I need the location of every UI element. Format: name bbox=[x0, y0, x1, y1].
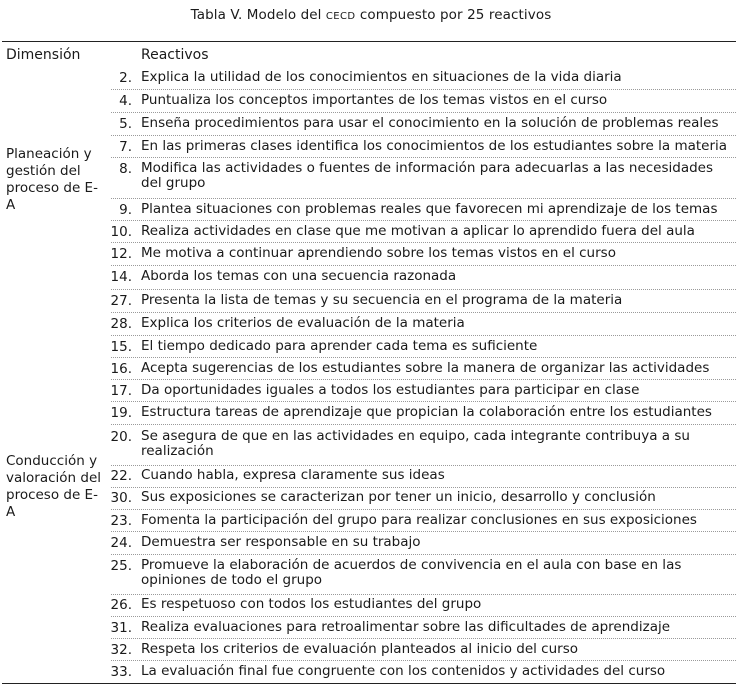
item-text: Da oportunidades iguales a todos los estudiantes para participar en clase bbox=[141, 382, 640, 398]
item-number: 30. bbox=[110, 490, 132, 506]
item-text: Explica la utilidad de los conocimientos en situaciones de la vida diaria bbox=[141, 69, 622, 85]
item-text: Sus exposiciones se caracterizan por tener un inicio, desarrollo y conclusión bbox=[141, 489, 656, 505]
item-number: 26. bbox=[110, 597, 132, 613]
row-separator bbox=[111, 265, 736, 266]
item-text: Respeta los criterios de evaluación planteados al inicio del curso bbox=[141, 641, 578, 657]
item-text: Fomenta la participación del grupo para realizar conclusiones en sus exposiciones bbox=[141, 512, 697, 528]
row-separator bbox=[111, 509, 736, 510]
row-separator bbox=[111, 594, 736, 595]
item-text: Presenta la lista de temas y su secuencia en el programa de la materia bbox=[141, 292, 623, 308]
item-text: Plantea situaciones con problemas reales que favorecen mi aprendizaje de los temas bbox=[141, 201, 718, 217]
item-number: 16. bbox=[110, 361, 132, 377]
row-separator bbox=[111, 289, 736, 290]
item-number: 31. bbox=[110, 620, 132, 636]
table-top-rule bbox=[2, 41, 736, 42]
row-separator bbox=[111, 616, 736, 617]
row-separator bbox=[111, 401, 736, 402]
item-number: 10. bbox=[110, 224, 132, 240]
item-text: Aborda los temas con una secuencia razonada bbox=[141, 268, 457, 284]
row-separator bbox=[111, 157, 736, 158]
dimension-label-conduccion: Conducción y valoración del proceso de E-A bbox=[6, 453, 102, 520]
row-separator bbox=[111, 487, 736, 488]
caption-acronym: CECD bbox=[325, 11, 356, 22]
item-text: Demuestra ser responsable en su trabajo bbox=[141, 534, 421, 550]
row-separator bbox=[111, 465, 736, 466]
header-dimension: Dimensión bbox=[6, 47, 81, 63]
item-number: 7. bbox=[119, 139, 132, 155]
row-separator bbox=[111, 357, 736, 358]
item-text: Es respetuoso con todos los estudiantes del grupo bbox=[141, 596, 482, 612]
item-text: Acepta sugerencias de los estudiantes sobre la manera de organizar las actividades bbox=[141, 360, 710, 376]
row-separator bbox=[111, 242, 736, 243]
item-text: Enseña procedimientos para usar el conocimiento en la solución de problemas reales bbox=[141, 115, 719, 131]
item-number: 17. bbox=[110, 383, 132, 399]
caption-suffix: compuesto por 25 reactivos bbox=[355, 7, 552, 23]
item-number: 33. bbox=[110, 664, 132, 680]
item-text: Puntualiza los conceptos importantes de los temas vistos en el curso bbox=[141, 92, 608, 108]
item-number: 9. bbox=[119, 202, 132, 218]
item-number: 25. bbox=[110, 558, 132, 574]
row-separator bbox=[111, 335, 736, 336]
item-text: Promueve la elaboración de acuerdos de convivencia en el aula con base en las opiniones de todo el grupo bbox=[141, 557, 682, 588]
item-number: 20. bbox=[110, 429, 132, 445]
item-number: 15. bbox=[110, 339, 132, 355]
item-number: 14. bbox=[110, 269, 132, 285]
item-number: 2. bbox=[119, 70, 132, 86]
dimension-label-planeacion: Planeación y gestión del proceso de E-A bbox=[6, 146, 98, 213]
row-separator bbox=[111, 531, 736, 532]
item-number: 32. bbox=[110, 642, 132, 658]
item-text: Me motiva a continuar aprendiendo sobre los temas vistos en el curso bbox=[141, 245, 616, 261]
row-separator bbox=[111, 220, 736, 221]
item-number: 27. bbox=[110, 293, 132, 309]
item-text: Modifica las actividades o fuentes de información para adecuarlas a las necesidades del grupo bbox=[141, 160, 714, 191]
row-separator bbox=[111, 379, 736, 380]
row-separator bbox=[111, 89, 736, 90]
row-separator bbox=[111, 554, 736, 555]
row-separator bbox=[111, 638, 736, 639]
row-separator bbox=[111, 312, 736, 313]
item-number: 24. bbox=[110, 535, 132, 551]
row-separator bbox=[111, 135, 736, 136]
item-number: 23. bbox=[110, 513, 132, 529]
row-separator bbox=[111, 198, 736, 199]
item-text: Cuando habla, expresa claramente sus ideas bbox=[141, 467, 445, 483]
row-separator bbox=[111, 112, 736, 113]
item-number: 4. bbox=[119, 93, 132, 109]
header-reactivos: Reactivos bbox=[141, 47, 209, 63]
table-caption bbox=[0, 7, 742, 23]
item-number: 8. bbox=[119, 161, 132, 177]
row-separator bbox=[111, 660, 736, 661]
item-text: En las primeras clases identifica los conocimientos de los estudiantes sobre la materia bbox=[141, 138, 728, 154]
table-bottom-rule bbox=[2, 683, 736, 684]
caption-prefix: Tabla V. Modelo del bbox=[190, 7, 326, 23]
item-number: 12. bbox=[110, 246, 132, 262]
item-text: El tiempo dedicado para aprender cada tema es suficiente bbox=[141, 338, 538, 354]
item-text: Realiza actividades en clase que me motivan a aplicar lo aprendido fuera del aula bbox=[141, 223, 695, 239]
item-number: 5. bbox=[119, 116, 132, 132]
item-text: Explica los criterios de evaluación de la materia bbox=[141, 315, 465, 331]
item-text: Estructura tareas de aprendizaje que propician la colaboración entre los estudiantes bbox=[141, 404, 712, 420]
item-text: La evaluación final fue congruente con los contenidos y actividades del curso bbox=[141, 663, 666, 679]
row-separator bbox=[111, 424, 736, 425]
item-number: 22. bbox=[110, 468, 132, 484]
item-text: Realiza evaluaciones para retroalimentar sobre las dificultades de aprendizaje bbox=[141, 619, 671, 635]
item-text: Se asegura de que en las actividades en equipo, cada integrante contribuya a su realización bbox=[141, 428, 690, 459]
item-number: 28. bbox=[110, 316, 132, 332]
item-number: 19. bbox=[110, 405, 132, 421]
